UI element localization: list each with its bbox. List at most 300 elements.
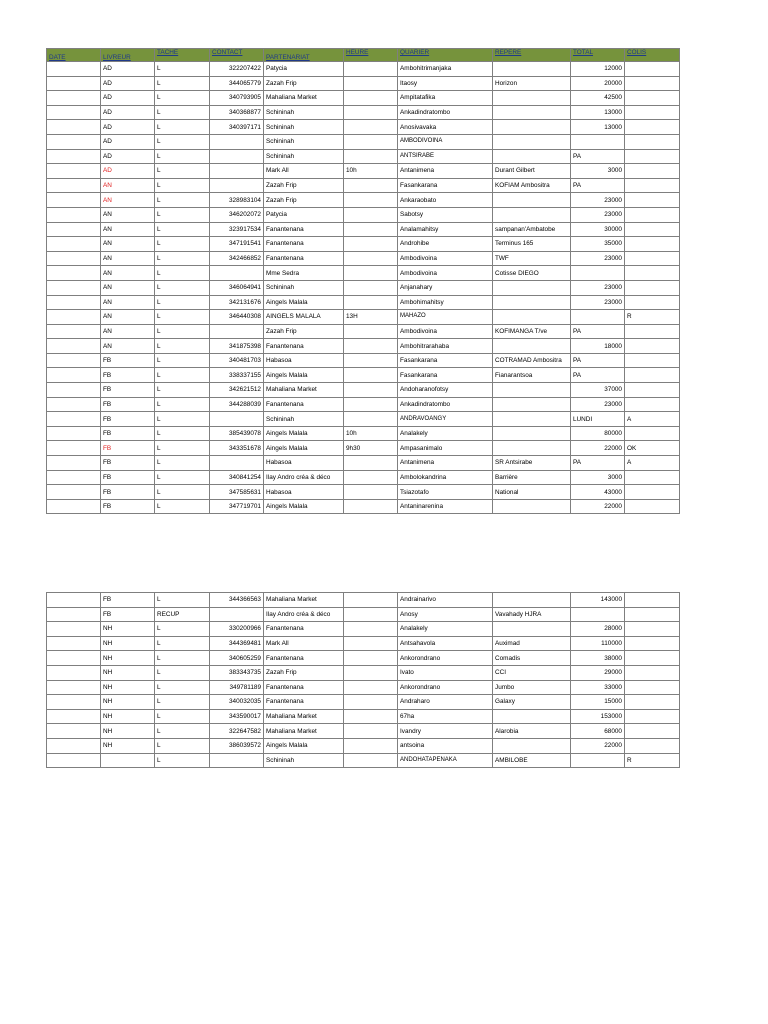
cell-livreur[interactable]: AD xyxy=(101,164,155,179)
cell-partenariat[interactable]: Aingels Malala xyxy=(264,426,344,441)
cell-quartier[interactable]: AMBODIVOINA xyxy=(398,134,493,149)
cell-date[interactable] xyxy=(47,295,101,310)
cell-livreur[interactable]: AN xyxy=(101,266,155,281)
cell-tache[interactable]: L xyxy=(155,456,210,471)
cell-quartier[interactable]: Antaninarenina xyxy=(398,499,493,514)
cell-contact[interactable]: 344366563 xyxy=(210,593,264,608)
cell-partenariat[interactable]: Schininah xyxy=(264,120,344,135)
cell-livreur[interactable]: AN xyxy=(101,324,155,339)
cell-tache[interactable]: L xyxy=(155,709,210,724)
cell-contact[interactable]: 322647582 xyxy=(210,724,264,739)
cell-repere[interactable]: AMBILOBE xyxy=(493,753,571,768)
cell-tache[interactable]: L xyxy=(155,134,210,149)
cell-heure[interactable] xyxy=(344,412,398,427)
cell-livreur[interactable]: AD xyxy=(101,134,155,149)
cell-date[interactable] xyxy=(47,724,101,739)
cell-tache[interactable]: L xyxy=(155,593,210,608)
cell-quartier[interactable]: 67ha xyxy=(398,709,493,724)
cell-date[interactable] xyxy=(47,62,101,77)
cell-heure[interactable]: 10h xyxy=(344,164,398,179)
cell-total[interactable]: 23000 xyxy=(571,397,625,412)
cell-colis[interactable]: R xyxy=(625,310,680,325)
cell-colis[interactable] xyxy=(625,397,680,412)
cell-quartier[interactable]: Fasankarana xyxy=(398,353,493,368)
col-header-date[interactable]: DATE xyxy=(47,49,101,62)
cell-total[interactable]: 38000 xyxy=(571,651,625,666)
cell-quartier[interactable]: Ambodivoina xyxy=(398,324,493,339)
cell-quartier[interactable]: Ivandry xyxy=(398,724,493,739)
cell-total[interactable] xyxy=(571,310,625,325)
cell-partenariat[interactable]: Mahaliana Market xyxy=(264,709,344,724)
cell-date[interactable] xyxy=(47,134,101,149)
cell-contact[interactable]: 340397171 xyxy=(210,120,264,135)
cell-tache[interactable]: L xyxy=(155,280,210,295)
cell-heure[interactable] xyxy=(344,622,398,637)
cell-heure[interactable] xyxy=(344,149,398,164)
cell-heure[interactable] xyxy=(344,324,398,339)
cell-tache[interactable]: L xyxy=(155,339,210,354)
cell-partenariat[interactable]: Mahaliana Market xyxy=(264,383,344,398)
cell-colis[interactable] xyxy=(625,499,680,514)
cell-total[interactable]: 143000 xyxy=(571,593,625,608)
cell-livreur[interactable]: NH xyxy=(101,680,155,695)
cell-partenariat[interactable]: Aingels Malala xyxy=(264,441,344,456)
cell-contact[interactable]: 342131676 xyxy=(210,295,264,310)
col-header-tache[interactable]: TACHE xyxy=(155,49,210,62)
cell-partenariat[interactable]: Habasoa xyxy=(264,456,344,471)
cell-livreur[interactable]: AN xyxy=(101,339,155,354)
cell-quartier[interactable]: Itaosy xyxy=(398,76,493,91)
cell-quartier[interactable]: Ambohimahitsy xyxy=(398,295,493,310)
cell-total[interactable]: PA xyxy=(571,178,625,193)
cell-contact[interactable]: 340793905 xyxy=(210,91,264,106)
cell-tache[interactable]: L xyxy=(155,76,210,91)
cell-date[interactable] xyxy=(47,397,101,412)
cell-total[interactable]: 3000 xyxy=(571,470,625,485)
cell-quartier[interactable]: Ankaraobato xyxy=(398,193,493,208)
cell-heure[interactable] xyxy=(344,753,398,768)
cell-quartier[interactable]: Andoharanofotsy xyxy=(398,383,493,398)
cell-contact[interactable]: 340841254 xyxy=(210,470,264,485)
cell-tache[interactable]: L xyxy=(155,164,210,179)
cell-repere[interactable]: KOFIAM Ambositra xyxy=(493,178,571,193)
cell-repere[interactable]: Vavahady HJRA xyxy=(493,607,571,622)
cell-partenariat[interactable]: Aingels Malala xyxy=(264,499,344,514)
cell-repere[interactable]: Durant Gilbert xyxy=(493,164,571,179)
cell-total[interactable]: 28000 xyxy=(571,622,625,637)
cell-colis[interactable] xyxy=(625,724,680,739)
cell-total[interactable]: 37000 xyxy=(571,383,625,398)
cell-date[interactable] xyxy=(47,499,101,514)
cell-heure[interactable] xyxy=(344,237,398,252)
cell-date[interactable] xyxy=(47,651,101,666)
cell-tache[interactable]: L xyxy=(155,426,210,441)
cell-quartier[interactable]: Antanimena xyxy=(398,456,493,471)
cell-quartier[interactable]: Ambodivoina xyxy=(398,266,493,281)
cell-date[interactable] xyxy=(47,456,101,471)
cell-total[interactable]: 13000 xyxy=(571,105,625,120)
cell-contact[interactable]: 344288039 xyxy=(210,397,264,412)
cell-quartier[interactable]: Androhibe xyxy=(398,237,493,252)
cell-total[interactable]: 153000 xyxy=(571,709,625,724)
cell-heure[interactable]: 13H xyxy=(344,310,398,325)
cell-colis[interactable] xyxy=(625,353,680,368)
cell-partenariat[interactable]: Mark All xyxy=(264,164,344,179)
cell-date[interactable] xyxy=(47,607,101,622)
cell-livreur[interactable]: AN xyxy=(101,222,155,237)
cell-repere[interactable]: TWF xyxy=(493,251,571,266)
cell-contact[interactable]: 323917534 xyxy=(210,222,264,237)
cell-total[interactable] xyxy=(571,607,625,622)
cell-livreur[interactable]: FB xyxy=(101,607,155,622)
cell-total[interactable]: 30000 xyxy=(571,222,625,237)
cell-quartier[interactable]: Ambolokandrina xyxy=(398,470,493,485)
cell-colis[interactable] xyxy=(625,709,680,724)
cell-total[interactable]: LUNDI xyxy=(571,412,625,427)
cell-tache[interactable]: L xyxy=(155,91,210,106)
cell-livreur[interactable]: AD xyxy=(101,120,155,135)
cell-heure[interactable] xyxy=(344,593,398,608)
cell-colis[interactable] xyxy=(625,120,680,135)
cell-livreur[interactable]: AN xyxy=(101,237,155,252)
cell-date[interactable] xyxy=(47,753,101,768)
cell-colis[interactable]: A xyxy=(625,412,680,427)
cell-contact[interactable]: 349781189 xyxy=(210,680,264,695)
cell-partenariat[interactable]: Habasoa xyxy=(264,353,344,368)
cell-tache[interactable]: L xyxy=(155,665,210,680)
cell-contact[interactable]: 346202072 xyxy=(210,207,264,222)
cell-partenariat[interactable]: Schininah xyxy=(264,412,344,427)
cell-repere[interactable]: Fianarantsoa xyxy=(493,368,571,383)
cell-repere[interactable] xyxy=(493,193,571,208)
cell-partenariat[interactable]: Patycia xyxy=(264,207,344,222)
cell-date[interactable] xyxy=(47,485,101,500)
cell-colis[interactable]: A xyxy=(625,456,680,471)
cell-tache[interactable]: L xyxy=(155,485,210,500)
cell-partenariat[interactable]: Mahaliana Market xyxy=(264,593,344,608)
cell-partenariat[interactable]: Aingels Malala xyxy=(264,738,344,753)
cell-quartier[interactable]: Andrainarivo xyxy=(398,593,493,608)
cell-repere[interactable] xyxy=(493,105,571,120)
cell-date[interactable] xyxy=(47,310,101,325)
cell-date[interactable] xyxy=(47,368,101,383)
cell-tache[interactable]: L xyxy=(155,251,210,266)
cell-colis[interactable] xyxy=(625,665,680,680)
cell-date[interactable] xyxy=(47,120,101,135)
cell-total[interactable]: PA xyxy=(571,149,625,164)
cell-partenariat[interactable]: Mme Sedra xyxy=(264,266,344,281)
cell-colis[interactable] xyxy=(625,164,680,179)
cell-partenariat[interactable]: Schininah xyxy=(264,149,344,164)
cell-colis[interactable] xyxy=(625,222,680,237)
cell-repere[interactable] xyxy=(493,412,571,427)
cell-total[interactable]: 23000 xyxy=(571,280,625,295)
cell-contact[interactable]: 383343735 xyxy=(210,665,264,680)
cell-quartier[interactable]: MAHAZO xyxy=(398,310,493,325)
cell-heure[interactable] xyxy=(344,207,398,222)
cell-colis[interactable] xyxy=(625,368,680,383)
col-header-partenariat[interactable]: PARTENARIAT xyxy=(264,49,344,62)
cell-heure[interactable] xyxy=(344,280,398,295)
cell-heure[interactable] xyxy=(344,456,398,471)
cell-heure[interactable] xyxy=(344,695,398,710)
cell-livreur[interactable]: NH xyxy=(101,622,155,637)
cell-colis[interactable] xyxy=(625,105,680,120)
cell-repere[interactable] xyxy=(493,738,571,753)
cell-livreur[interactable]: FB xyxy=(101,368,155,383)
cell-livreur[interactable]: NH xyxy=(101,695,155,710)
cell-date[interactable] xyxy=(47,383,101,398)
cell-repere[interactable]: Cotisse DIEGO xyxy=(493,266,571,281)
cell-quartier[interactable]: Ankorondrano xyxy=(398,680,493,695)
cell-repere[interactable] xyxy=(493,339,571,354)
cell-livreur[interactable]: NH xyxy=(101,738,155,753)
cell-tache[interactable]: L xyxy=(155,753,210,768)
cell-partenariat[interactable]: Fanantenana xyxy=(264,651,344,666)
cell-tache[interactable]: L xyxy=(155,499,210,514)
cell-heure[interactable] xyxy=(344,368,398,383)
cell-livreur[interactable]: AD xyxy=(101,105,155,120)
cell-date[interactable] xyxy=(47,339,101,354)
cell-heure[interactable] xyxy=(344,134,398,149)
cell-repere[interactable] xyxy=(493,383,571,398)
cell-livreur[interactable]: AN xyxy=(101,251,155,266)
cell-heure[interactable] xyxy=(344,499,398,514)
cell-tache[interactable]: L xyxy=(155,724,210,739)
cell-livreur[interactable]: FB xyxy=(101,353,155,368)
cell-partenariat[interactable]: Fanantenana xyxy=(264,237,344,252)
cell-livreur[interactable]: FB xyxy=(101,470,155,485)
cell-quartier[interactable]: Tsiazotafo xyxy=(398,485,493,500)
cell-quartier[interactable]: Anosy xyxy=(398,607,493,622)
cell-heure[interactable] xyxy=(344,193,398,208)
cell-heure[interactable] xyxy=(344,397,398,412)
cell-partenariat[interactable]: Ilay Andro créa & déco xyxy=(264,470,344,485)
cell-total[interactable]: 23000 xyxy=(571,251,625,266)
cell-partenariat[interactable]: Mahaliana Market xyxy=(264,91,344,106)
cell-repere[interactable] xyxy=(493,91,571,106)
cell-partenariat[interactable]: Fanantenana xyxy=(264,222,344,237)
cell-colis[interactable] xyxy=(625,695,680,710)
cell-date[interactable] xyxy=(47,266,101,281)
cell-colis[interactable] xyxy=(625,339,680,354)
cell-partenariat[interactable]: Zazah Frip xyxy=(264,178,344,193)
col-header-heure[interactable]: HEURE xyxy=(344,49,398,62)
cell-tache[interactable]: L xyxy=(155,207,210,222)
cell-quartier[interactable]: Ankadindratombo xyxy=(398,397,493,412)
cell-tache[interactable]: L xyxy=(155,222,210,237)
cell-date[interactable] xyxy=(47,164,101,179)
cell-colis[interactable] xyxy=(625,426,680,441)
cell-partenariat[interactable]: Fanantenana xyxy=(264,680,344,695)
cell-heure[interactable] xyxy=(344,120,398,135)
cell-repere[interactable] xyxy=(493,499,571,514)
cell-colis[interactable] xyxy=(625,76,680,91)
cell-colis[interactable] xyxy=(625,324,680,339)
cell-colis[interactable] xyxy=(625,738,680,753)
cell-heure[interactable] xyxy=(344,295,398,310)
cell-repere[interactable] xyxy=(493,310,571,325)
cell-date[interactable] xyxy=(47,738,101,753)
cell-quartier[interactable]: Ampitatafika xyxy=(398,91,493,106)
cell-quartier[interactable]: Ampasanimalo xyxy=(398,441,493,456)
cell-colis[interactable] xyxy=(625,251,680,266)
cell-contact[interactable]: 328983104 xyxy=(210,193,264,208)
cell-contact[interactable]: 330200966 xyxy=(210,622,264,637)
cell-repere[interactable]: sampanan'Ambatobe xyxy=(493,222,571,237)
col-header-colis[interactable]: COLIS xyxy=(625,49,680,62)
cell-quartier[interactable]: antsoina xyxy=(398,738,493,753)
cell-contact[interactable]: 342466852 xyxy=(210,251,264,266)
cell-heure[interactable] xyxy=(344,339,398,354)
cell-heure[interactable] xyxy=(344,62,398,77)
cell-quartier[interactable]: Fasankarana xyxy=(398,178,493,193)
cell-colis[interactable] xyxy=(625,91,680,106)
cell-repere[interactable]: Comadis xyxy=(493,651,571,666)
cell-contact[interactable]: 343351678 xyxy=(210,441,264,456)
cell-contact[interactable]: 347719701 xyxy=(210,499,264,514)
cell-heure[interactable] xyxy=(344,178,398,193)
cell-quartier[interactable]: Ambohitrimanjaka xyxy=(398,62,493,77)
cell-total[interactable]: 15000 xyxy=(571,695,625,710)
cell-heure[interactable] xyxy=(344,91,398,106)
cell-quartier[interactable]: Antsahavola xyxy=(398,636,493,651)
cell-date[interactable] xyxy=(47,280,101,295)
cell-total[interactable]: 20000 xyxy=(571,76,625,91)
cell-total[interactable]: 18000 xyxy=(571,339,625,354)
cell-tache[interactable]: L xyxy=(155,62,210,77)
cell-contact[interactable]: 340481703 xyxy=(210,353,264,368)
cell-repere[interactable]: Galaxy xyxy=(493,695,571,710)
cell-total[interactable]: 13000 xyxy=(571,120,625,135)
cell-livreur[interactable]: NH xyxy=(101,636,155,651)
cell-quartier[interactable]: Analakely xyxy=(398,622,493,637)
cell-quartier[interactable]: ANTSIRABE xyxy=(398,149,493,164)
cell-total[interactable]: 23000 xyxy=(571,207,625,222)
cell-heure[interactable]: 9h30 xyxy=(344,441,398,456)
cell-date[interactable] xyxy=(47,426,101,441)
cell-repere[interactable] xyxy=(493,120,571,135)
cell-contact[interactable] xyxy=(210,134,264,149)
cell-livreur[interactable]: NH xyxy=(101,724,155,739)
cell-livreur[interactable]: AD xyxy=(101,62,155,77)
cell-livreur[interactable]: AN xyxy=(101,193,155,208)
cell-partenariat[interactable]: Schininah xyxy=(264,134,344,149)
cell-date[interactable] xyxy=(47,709,101,724)
cell-total[interactable]: 68000 xyxy=(571,724,625,739)
cell-heure[interactable] xyxy=(344,738,398,753)
cell-partenariat[interactable]: Zazah Frip xyxy=(264,193,344,208)
cell-date[interactable] xyxy=(47,470,101,485)
cell-colis[interactable] xyxy=(625,651,680,666)
cell-contact[interactable]: 346064941 xyxy=(210,280,264,295)
cell-repere[interactable]: National xyxy=(493,485,571,500)
cell-partenariat[interactable]: Aingels Malala xyxy=(264,295,344,310)
cell-date[interactable] xyxy=(47,149,101,164)
cell-total[interactable]: 23000 xyxy=(571,193,625,208)
cell-heure[interactable] xyxy=(344,665,398,680)
cell-livreur[interactable]: FB xyxy=(101,441,155,456)
cell-total[interactable]: 42500 xyxy=(571,91,625,106)
cell-total[interactable]: 12000 xyxy=(571,62,625,77)
cell-quartier[interactable]: Andraharo xyxy=(398,695,493,710)
cell-total[interactable]: 22000 xyxy=(571,441,625,456)
cell-quartier[interactable]: Analamahitsy xyxy=(398,222,493,237)
cell-heure[interactable] xyxy=(344,266,398,281)
cell-contact[interactable]: 340368877 xyxy=(210,105,264,120)
cell-date[interactable] xyxy=(47,593,101,608)
cell-quartier[interactable]: ANDOHATAPENAKA xyxy=(398,753,493,768)
cell-tache[interactable]: L xyxy=(155,441,210,456)
cell-partenariat[interactable]: Fanantenana xyxy=(264,339,344,354)
cell-total[interactable]: 43000 xyxy=(571,485,625,500)
cell-heure[interactable] xyxy=(344,724,398,739)
cell-partenariat[interactable]: Schininah xyxy=(264,753,344,768)
cell-tache[interactable]: L xyxy=(155,237,210,252)
cell-tache[interactable]: L xyxy=(155,149,210,164)
cell-quartier[interactable]: Ambohitrarahaba xyxy=(398,339,493,354)
cell-repere[interactable]: SR Antsirabe xyxy=(493,456,571,471)
cell-repere[interactable] xyxy=(493,593,571,608)
cell-colis[interactable] xyxy=(625,266,680,281)
cell-livreur[interactable]: FB xyxy=(101,485,155,500)
cell-tache[interactable]: L xyxy=(155,368,210,383)
cell-partenariat[interactable]: Patycia xyxy=(264,62,344,77)
cell-repere[interactable] xyxy=(493,207,571,222)
cell-contact[interactable] xyxy=(210,412,264,427)
cell-total[interactable]: 22000 xyxy=(571,738,625,753)
cell-colis[interactable] xyxy=(625,207,680,222)
cell-repere[interactable]: Jumbo xyxy=(493,680,571,695)
cell-total[interactable]: PA xyxy=(571,324,625,339)
col-header-livreur[interactable]: LIVREUR xyxy=(101,49,155,62)
cell-total[interactable] xyxy=(571,134,625,149)
cell-repere[interactable]: Auximad xyxy=(493,636,571,651)
cell-total[interactable]: 110000 xyxy=(571,636,625,651)
cell-tache[interactable]: L xyxy=(155,193,210,208)
cell-repere[interactable]: COTRAMAD Ambositra xyxy=(493,353,571,368)
cell-date[interactable] xyxy=(47,680,101,695)
cell-livreur[interactable]: AN xyxy=(101,178,155,193)
cell-tache[interactable]: L xyxy=(155,622,210,637)
cell-tache[interactable]: L xyxy=(155,295,210,310)
cell-quartier[interactable]: Antanimena xyxy=(398,164,493,179)
cell-livreur[interactable]: AN xyxy=(101,280,155,295)
cell-heure[interactable] xyxy=(344,680,398,695)
cell-colis[interactable] xyxy=(625,607,680,622)
cell-heure[interactable] xyxy=(344,636,398,651)
cell-quartier[interactable]: Anosivavaka xyxy=(398,120,493,135)
cell-date[interactable] xyxy=(47,193,101,208)
col-header-contact[interactable]: CONTACT xyxy=(210,49,264,62)
cell-partenariat[interactable]: Habasoa xyxy=(264,485,344,500)
cell-total[interactable]: PA xyxy=(571,353,625,368)
cell-total[interactable]: 3000 xyxy=(571,164,625,179)
cell-contact[interactable]: 340032035 xyxy=(210,695,264,710)
cell-colis[interactable] xyxy=(625,636,680,651)
cell-livreur[interactable] xyxy=(101,753,155,768)
cell-date[interactable] xyxy=(47,251,101,266)
cell-quartier[interactable]: Analakely xyxy=(398,426,493,441)
cell-colis[interactable] xyxy=(625,485,680,500)
cell-partenariat[interactable]: Zazah Frip xyxy=(264,324,344,339)
cell-colis[interactable] xyxy=(625,295,680,310)
cell-date[interactable] xyxy=(47,207,101,222)
cell-contact[interactable]: 340605259 xyxy=(210,651,264,666)
cell-contact[interactable]: 342621512 xyxy=(210,383,264,398)
cell-contact[interactable]: 385439078 xyxy=(210,426,264,441)
cell-colis[interactable] xyxy=(625,134,680,149)
